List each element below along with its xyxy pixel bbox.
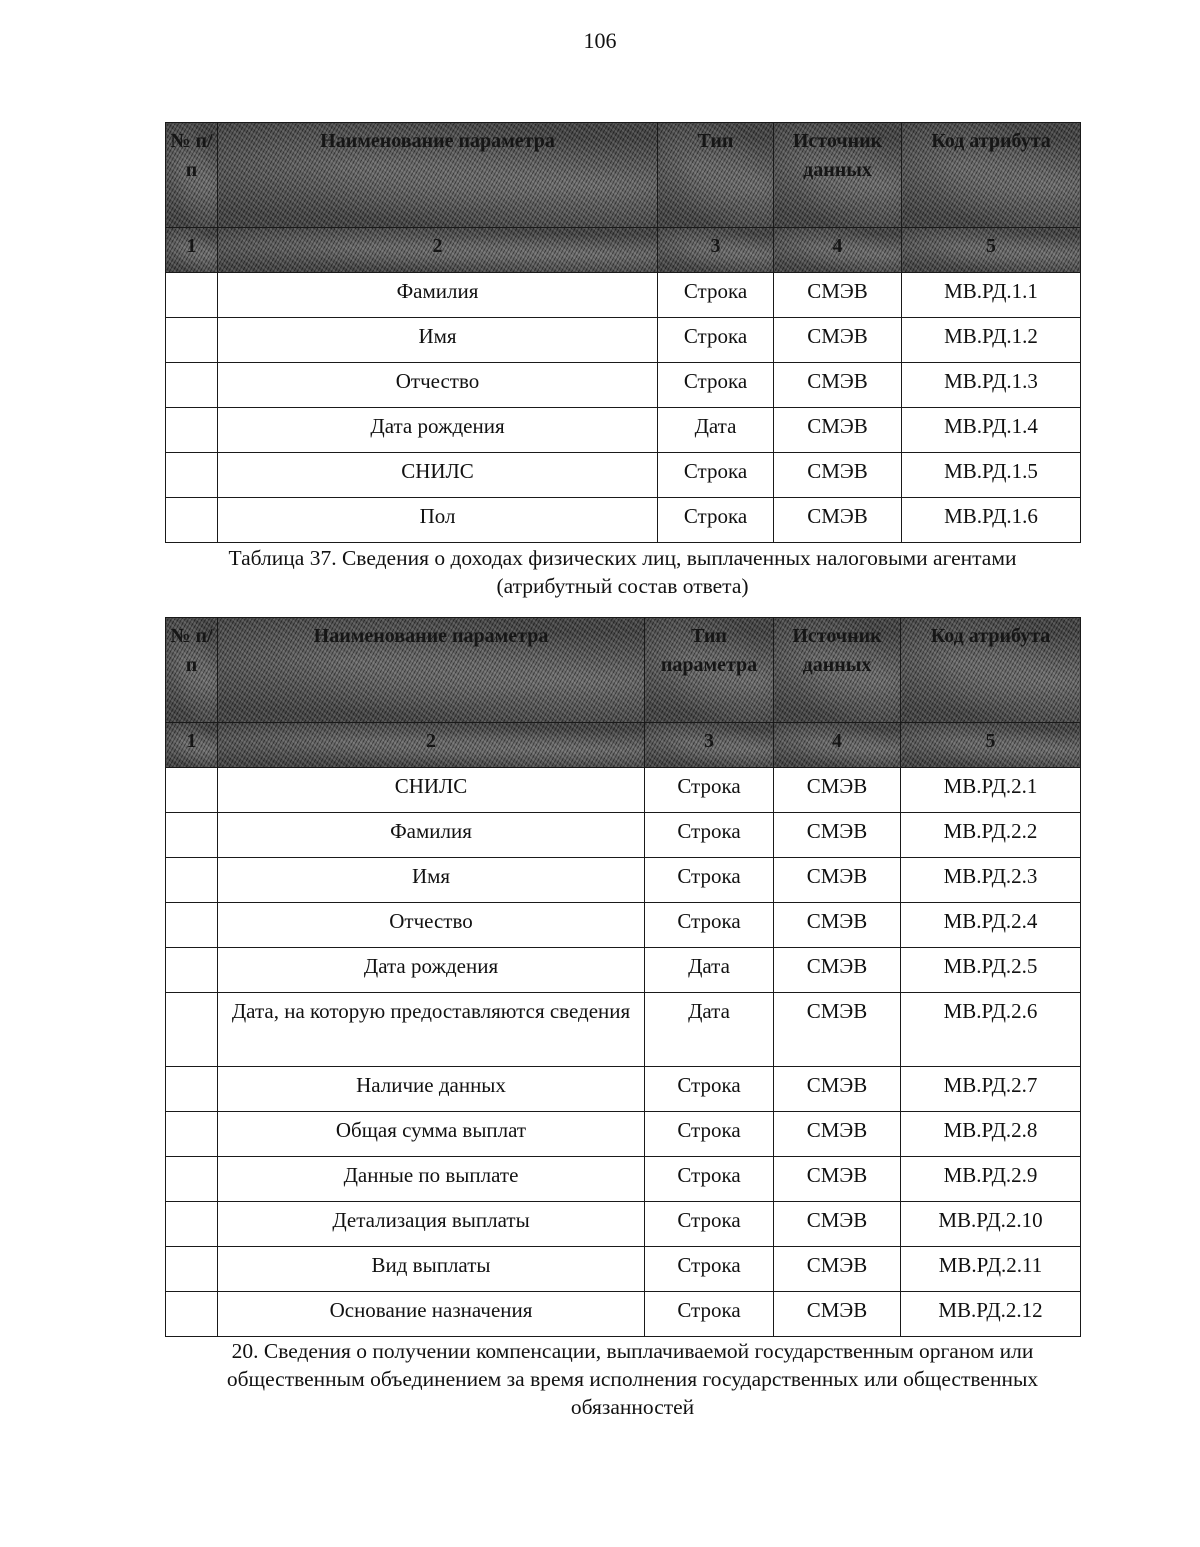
row-index-cell [166,453,218,498]
attribute-code-cell: МВ.РД.1.1 [902,273,1081,318]
row-index-cell [166,408,218,453]
header-cell-name: Наименование параметра [218,618,645,723]
parameter-name-cell: Отчество [218,903,645,948]
data-source-cell: СМЭВ [774,453,902,498]
attribute-code-cell: МВ.РД.2.7 [901,1067,1081,1112]
data-source-cell: СМЭВ [774,318,902,363]
attribute-code-cell: МВ.РД.2.2 [901,813,1081,858]
parameter-name-cell: Наличие данных [218,1067,645,1112]
attributes-table-1 [165,122,1081,543]
parameter-name-cell: Общая сумма выплат [218,1112,645,1157]
header-cell-type: Тип [658,123,774,228]
table-row [166,813,1081,858]
attribute-code-cell: МВ.РД.2.3 [901,858,1081,903]
row-index-cell [166,1292,218,1337]
data-source-cell: СМЭВ [774,273,902,318]
parameter-type-cell: Дата [658,408,774,453]
parameter-type-cell: Строка [645,1292,774,1337]
data-source-cell: СМЭВ [774,1292,901,1337]
caption-line: (атрибутный состав ответа) [496,574,749,598]
attribute-code-cell: МВ.РД.1.4 [902,408,1081,453]
row-index-cell [166,318,218,363]
table-row [166,768,1081,813]
table-row [166,1112,1081,1157]
parameter-type-cell: Строка [645,813,774,858]
parameter-type-cell: Строка [658,363,774,408]
table-row [166,1247,1081,1292]
parameter-type-cell: Строка [645,1202,774,1247]
page-number: 106 [583,28,617,53]
section-heading-line: обязанностей [570,1395,695,1419]
data-source-cell: СМЭВ [774,363,902,408]
parameter-type-cell: Строка [645,1112,774,1157]
table-row [166,1202,1081,1247]
header-cell-source: Источник данных [774,618,901,723]
parameter-type-cell: Строка [645,858,774,903]
row-index-cell [166,903,218,948]
header-cell-index: № п/п [166,618,218,723]
attribute-code-cell: МВ.РД.2.6 [901,993,1081,1067]
row-index-cell [166,498,218,543]
parameter-type-cell: Строка [645,1067,774,1112]
header-cell-name: Наименование параметра [218,123,658,228]
data-source-cell: СМЭВ [774,1067,901,1112]
row-index-cell [166,948,218,993]
column-number: 1 [166,723,218,768]
column-number: 3 [645,723,774,768]
section-heading [165,1337,1100,1421]
row-index-cell [166,1157,218,1202]
data-source-cell: СМЭВ [774,948,901,993]
parameter-type-cell: Строка [645,1157,774,1202]
attribute-code-cell: МВ.РД.1.6 [902,498,1081,543]
row-index-cell [166,858,218,903]
header-cell-index: № п/п [166,123,218,228]
table-header-row [166,123,1081,228]
table-body [166,768,1081,1337]
table-row [166,453,1081,498]
attribute-code-cell: МВ.РД.2.8 [901,1112,1081,1157]
attribute-code-cell: МВ.РД.2.5 [901,948,1081,993]
attributes-table-2 [165,617,1081,1337]
parameter-type-cell: Строка [645,768,774,813]
parameter-type-cell: Дата [645,993,774,1067]
attribute-code-cell: МВ.РД.2.9 [901,1157,1081,1202]
column-number: 5 [901,723,1081,768]
row-index-cell [166,1247,218,1292]
attribute-code-cell: МВ.РД.1.3 [902,363,1081,408]
data-source-cell: СМЭВ [774,408,902,453]
row-index-cell [166,813,218,858]
row-index-cell [166,273,218,318]
column-number: 2 [218,723,645,768]
table-row [166,273,1081,318]
parameter-type-cell: Строка [658,273,774,318]
data-source-cell: СМЭВ [774,1202,901,1247]
row-index-cell [166,993,218,1067]
attribute-code-cell: МВ.РД.2.12 [901,1292,1081,1337]
table-row [166,993,1081,1067]
column-number: 5 [902,228,1081,273]
data-source-cell: СМЭВ [774,768,901,813]
data-source-cell: СМЭВ [774,1112,901,1157]
parameter-type-cell: Строка [658,498,774,543]
data-source-cell: СМЭВ [774,1247,901,1292]
table-row [166,363,1081,408]
row-index-cell [166,768,218,813]
attribute-code-cell: МВ.РД.1.2 [902,318,1081,363]
table-row [166,903,1081,948]
column-number: 4 [774,228,902,273]
parameter-name-cell: Дата рождения [218,408,658,453]
data-source-cell: СМЭВ [774,1157,901,1202]
parameter-name-cell: СНИЛС [218,768,645,813]
parameter-type-cell: Строка [645,903,774,948]
table-body [166,273,1081,543]
attribute-code-cell: МВ.РД.2.4 [901,903,1081,948]
table-row [166,858,1081,903]
parameter-name-cell: Дата рождения [218,948,645,993]
header-cell-code: Код атрибута [901,618,1081,723]
parameter-name-cell: Пол [218,498,658,543]
row-index-cell [166,1112,218,1157]
data-source-cell: СМЭВ [774,498,902,543]
attribute-code-cell: МВ.РД.1.5 [902,453,1081,498]
parameter-name-cell: Отчество [218,363,658,408]
parameter-name-cell: Вид выплаты [218,1247,645,1292]
section-heading-line: общественным объединением за время исполнения государственных или общественных [226,1367,1039,1391]
column-number: 2 [218,228,658,273]
table-row [166,948,1081,993]
table-row [166,1292,1081,1337]
column-number-row [166,723,1081,768]
parameter-name-cell: Фамилия [218,813,645,858]
column-number: 3 [658,228,774,273]
header-cell-source: Источник данных [774,123,902,228]
attribute-code-cell: МВ.РД.2.10 [901,1202,1081,1247]
parameter-type-cell: Строка [658,453,774,498]
row-index-cell [166,363,218,408]
parameter-type-cell: Строка [645,1247,774,1292]
caption-line: Таблица 37. Сведения о доходах физических лиц, выплаченных налоговыми агентами [228,546,1017,570]
table-caption [165,544,1080,600]
table-row [166,1157,1081,1202]
header-cell-code: Код атрибута [902,123,1081,228]
attribute-code-cell: МВ.РД.2.11 [901,1247,1081,1292]
parameter-name-cell: Детализация выплаты [218,1202,645,1247]
table-row [166,498,1081,543]
row-index-cell [166,1067,218,1112]
column-number: 1 [166,228,218,273]
row-index-cell [166,1202,218,1247]
table-row [166,318,1081,363]
parameter-name-cell: Дата, на которую предоставляются сведения [218,993,645,1067]
data-source-cell: СМЭВ [774,858,901,903]
table-row [166,1067,1081,1112]
section-heading-line: 20. Сведения о получении компенсации, выплачиваемой государственным органом или [231,1339,1034,1363]
header-cell-type: Тип параметра [645,618,774,723]
table-header-row [166,618,1081,723]
parameter-name-cell: СНИЛС [218,453,658,498]
parameter-type-cell: Дата [645,948,774,993]
data-source-cell: СМЭВ [774,993,901,1067]
attribute-code-cell: МВ.РД.2.1 [901,768,1081,813]
data-source-cell: СМЭВ [774,813,901,858]
parameter-name-cell: Фамилия [218,273,658,318]
column-number: 4 [774,723,901,768]
parameter-type-cell: Строка [658,318,774,363]
column-number-row [166,228,1081,273]
parameter-name-cell: Имя [218,858,645,903]
parameter-name-cell: Данные по выплате [218,1157,645,1202]
parameter-name-cell: Основание назначения [218,1292,645,1337]
parameter-name-cell: Имя [218,318,658,363]
data-source-cell: СМЭВ [774,903,901,948]
table-row [166,408,1081,453]
